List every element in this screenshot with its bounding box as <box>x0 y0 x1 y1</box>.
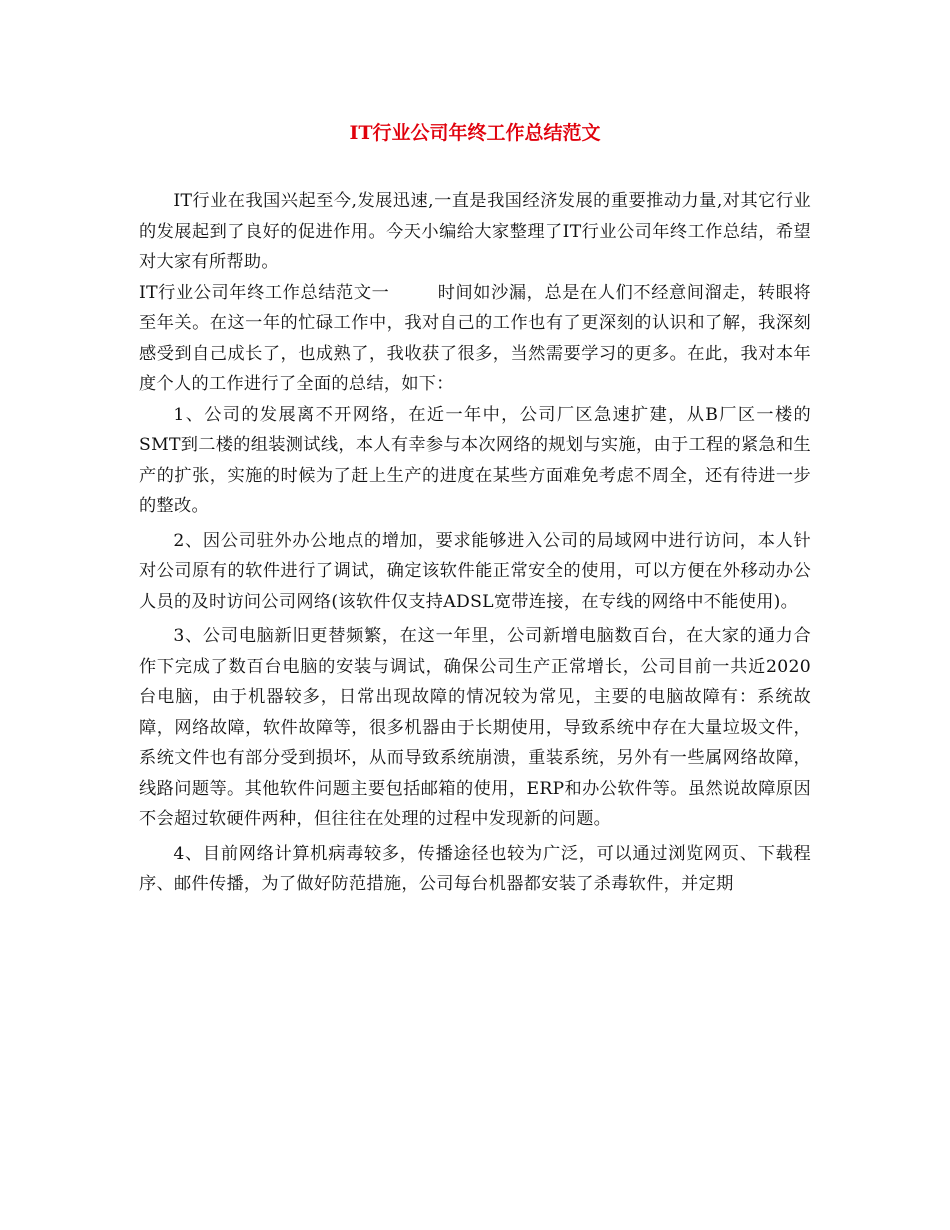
list-item-4: 4、目前网络计算机病毒较多，传播途径也较为广泛，可以通过浏览网页、下载程序、邮件传播，为了做好防范措施，公司每台机器都安装了杀毒软件，并定期 <box>139 843 811 894</box>
list-item-2: 2、因公司驻外办公地点的增加，要求能够进入公司的局域网中进行访问，本人针对公司原有的软件进行了调试，确定该软件能正常安全的使用，可以方便在外移动办公人员的及时访问公司网络(该软件仅支持ADSL宽带连接，在专线的网络中不能使用)。 <box>139 530 811 612</box>
document-title: IT行业公司年终工作总结范文 <box>349 122 601 144</box>
section-paragraph <box>139 278 811 400</box>
document-body <box>139 186 811 900</box>
list-item-1: 1、公司的发展离不开网络，在近一年中，公司厂区急速扩建，从B厂区一楼的SMT到二楼的组装测试线，本人有幸参与本次网络的规划与实施，由于工程的紧急和生产的扩张，实施的时候为了赶上生产的进度在某些方面难免考虑不周全，还有待进一步的整改。 <box>139 404 811 516</box>
section-heading: IT行业公司年终工作总结范文一 <box>139 282 390 303</box>
section-lead: 时间如沙漏，总是在人们不经意间溜走，转眼将至年关。在这一年的忙碌工作中，我对自己的工作也有了更深刻的认识和了解，我深刻感受到自己成长了，也成熟了，我收获了很多，当然需要学习的更多。在此，我对本年度个人的工作进行了全面的总结，如下： <box>139 282 811 394</box>
list-item-3: 3、公司电脑新旧更替频繁，在这一年里，公司新增电脑数百台，在大家的通力合作下完成了数百台电脑的安装与调试，确保公司生产正常增长，公司目前一共近2020台电脑，由于机器较多，日常出现故障的情况较为常见，主要的电脑故障有：系统故障，网络故障，软件故障等，很多机器由于长期使用，导致系统中存在大量垃圾文件，系统文件也有部分受到损坏，从而导致系统崩溃，重装系统，另外有一些属网络故障，线路问题等。其他软件问题主要包括邮箱的使用，ERP和办公软件等。虽然说故障原因不会超过软硬件两种，但往往在处理的过程中发现新的问题。 <box>139 626 811 829</box>
intro-paragraph: IT行业在我国兴起至今,发展迅速,一直是我国经济发展的重要推动力量,对其它行业的发展起到了良好的促进作用。今天小编给大家整理了IT行业公司年终工作总结，希望对大家有所帮助。 <box>139 191 811 272</box>
